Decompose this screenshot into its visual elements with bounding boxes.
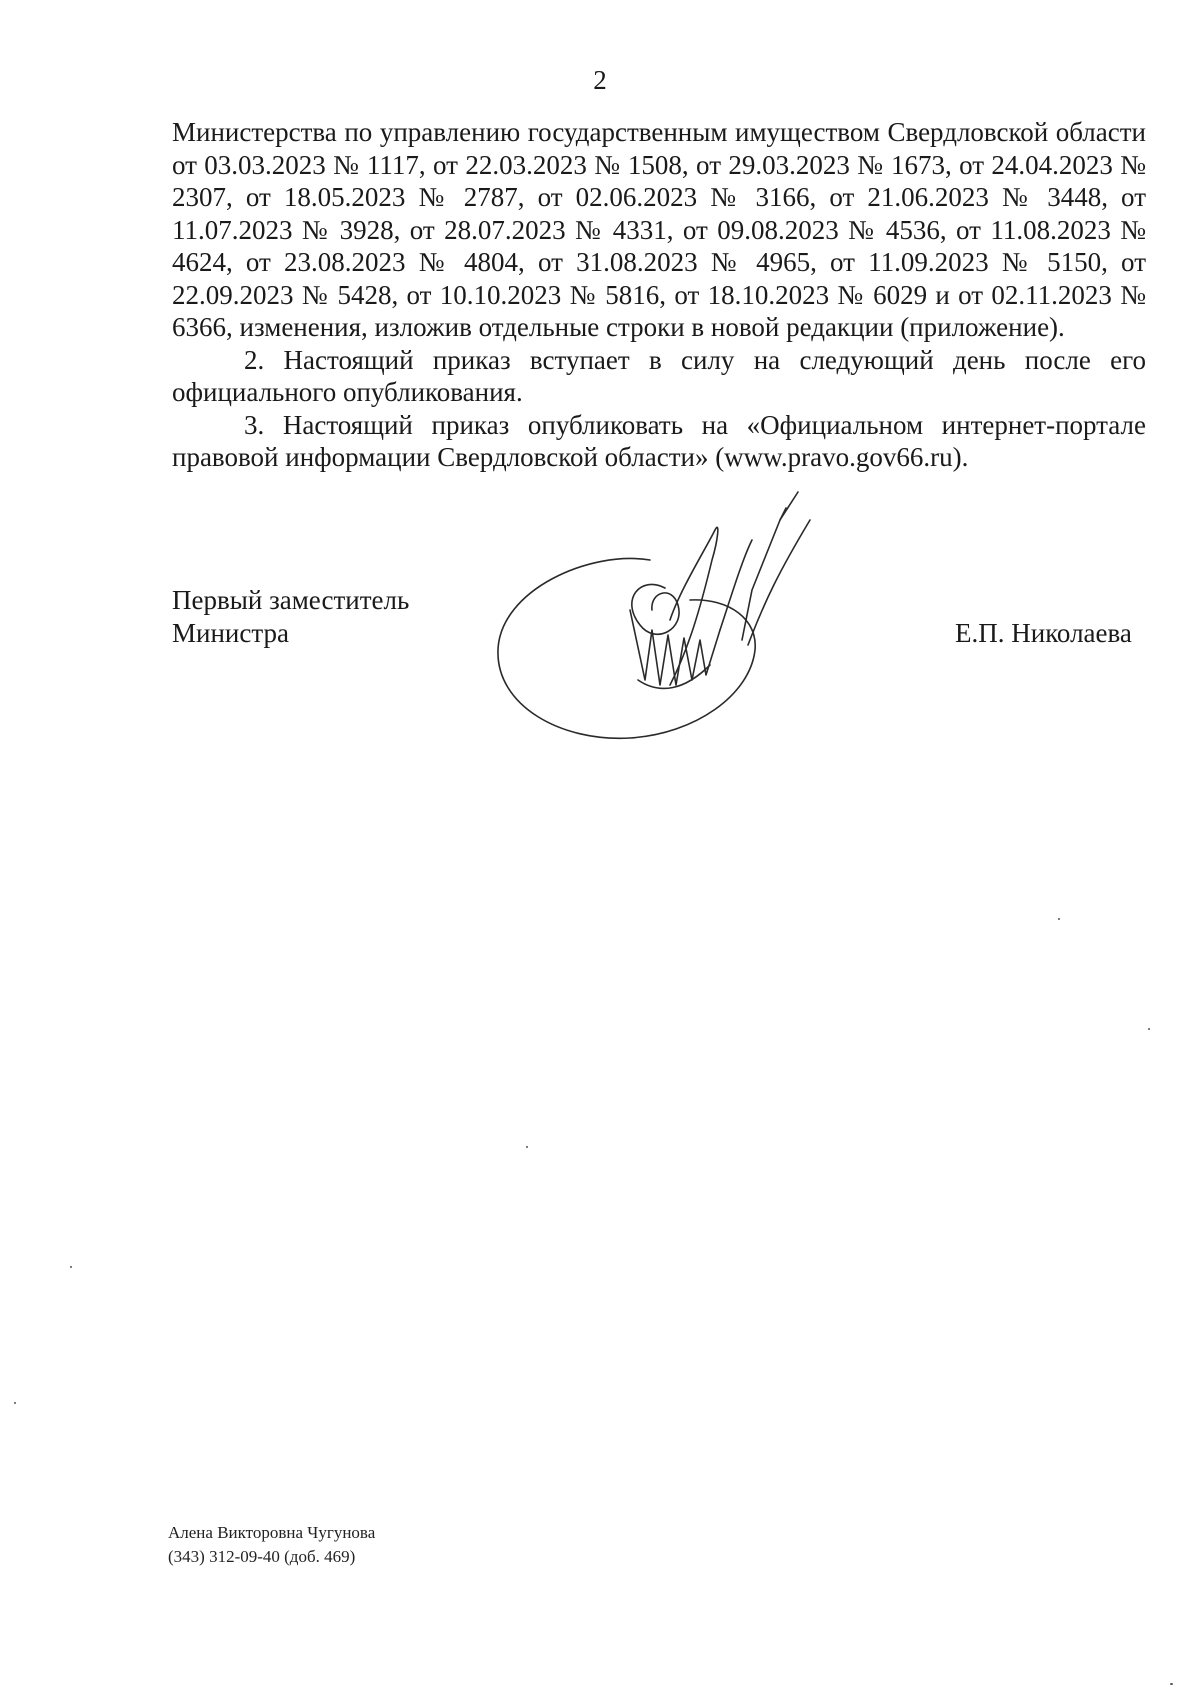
signatory-name: Е.П. Николаева [955, 618, 1132, 648]
document-body [172, 116, 1146, 474]
signatory-position-line1: Первый заместитель [172, 585, 410, 615]
executor-info [168, 1521, 375, 1569]
handwritten-signature [480, 480, 860, 760]
signatory-position-line2: Министра [172, 617, 289, 648]
scan-speck [526, 1146, 528, 1148]
paragraph-continuation: Министерства по управлению государственным имуществом Свердловской области от 03.03.2023 № 1117, от 22.03.2023 № 1508, от 29.03.2023 № 1673, от 24.04.2023 № 2307, от 18.05.2023 № 2787, от 02.06.2023 № 3166, от 21.06.2023 № 3448, от 11.07.2023 № 3928, от 28.07.2023 № 4331, от 09.08.2023 № 4536, от 11.08.2023 № 4624, от 23.08.2023 № 4804, от 31.08.2023 № 4965, от 11.09.2023 № 5150, от 22.09.2023 № 5428, от 10.10.2023 № 5816, от 18.10.2023 № 6029 и от 02.11.2023 № 6366, изменения, изложив отдельные строки в новой редакции (приложение). [172, 117, 1146, 342]
scan-speck [1148, 1028, 1150, 1030]
paragraph-item-3: 3. Настоящий приказ опубликовать на «Официальном интернет-портале правовой информации Свердловской области» (www.pravo.gov66.ru). [172, 409, 1146, 472]
page-number: 2 [593, 65, 607, 95]
executor-name: Алена Викторовна Чугунова [168, 1523, 376, 1542]
executor-phone: (343) 312-09-40 (доб. 469) [168, 1547, 356, 1566]
scan-speck [70, 1266, 72, 1268]
scan-speck [14, 1402, 16, 1404]
signatory-position [172, 584, 409, 649]
scan-speck [1058, 918, 1060, 920]
paragraph-item-2: 2. Настоящий приказ вступает в силу на следующий день после его официального опубликования. [172, 344, 1146, 407]
scan-speck [1170, 1683, 1173, 1685]
